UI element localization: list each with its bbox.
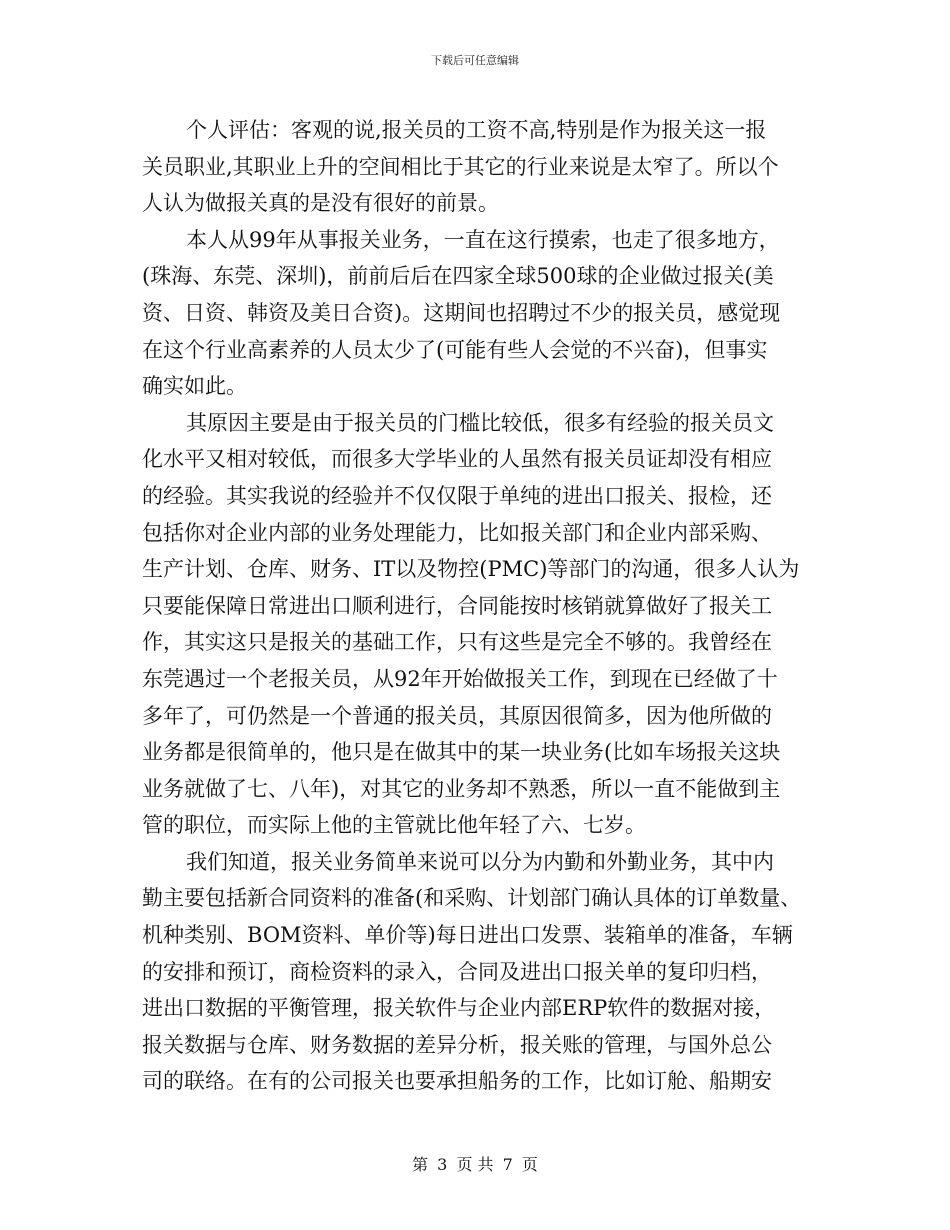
text-line: 在这个行业高素养的人员太少了(可能有些人会觉的不兴奋)，但事实 [142, 337, 768, 362]
text-line: 多年了，可仍然是一个普通的报关员，其原因很简多，因为他所做的 [142, 703, 772, 728]
page-header: 下载后可任意编辑 [431, 54, 519, 67]
document-body [142, 112, 822, 1100]
text-line: 进出口数据的平衡管理，报关软件与企业内部ERP软件的数据对接， [142, 996, 776, 1021]
text-line: 机种类别、BOM资料、单价等)每日进出口发票、装箱单的准备，车辆 [142, 923, 793, 948]
text-line: 管的职位，而实际上他的主管就比他年轻了六、七岁。 [142, 813, 646, 838]
paragraph-1 [142, 112, 822, 222]
text-line: 化水平又相对较低，而很多大学毕业的人虽然有报关员证却没有相应 [142, 447, 772, 472]
total-page-count: 7 [502, 1155, 513, 1174]
footer-suffix: 页 [521, 1155, 538, 1174]
text-line: 业务都是很简单的，他只是在做其中的某一块业务(比如车场报关这块 [142, 740, 781, 765]
text-line: 报关数据与仓库、财务数据的差异分析，报关账的管理，与国外总公 [142, 1032, 772, 1057]
page-footer [0, 1155, 950, 1175]
footer-prefix: 第 [412, 1155, 429, 1174]
text-line: 个人评估：客观的说,报关员的工资不高,特别是作为报关这一报 [186, 118, 767, 142]
text-line: 作，其实这只是报关的基础工作，只有这些是完全不够的。我曾经在 [142, 630, 772, 655]
text-line: 资、日资、韩资及美日合资)。这期间也招聘过不少的报关员，感觉现 [142, 300, 781, 325]
text-line: 业务就做了七、八年)，对其它的业务却不熟悉，所以一直不能做到主 [142, 776, 781, 801]
text-line: (珠海、东莞、深圳)，前前后后在四家全球500球的企业做过报关(美 [142, 264, 774, 289]
text-line: 生产计划、仓库、财务、IT以及物控(PMC)等部门的沟通，很多人认为 [142, 557, 800, 582]
text-line: 司的联络。在有的公司报关也要承担船务的工作，比如订舱、船期安 [142, 1069, 772, 1094]
text-line: 人认为做报关真的是没有很好的前景。 [142, 191, 499, 216]
paragraph-3 [142, 405, 822, 844]
text-line: 其原因主要是由于报关员的门槛比较低，很多有经验的报关员文 [186, 410, 774, 435]
text-line: 关员职业,其职业上升的空间相比于其它的行业来说是太窄了。所以个 [142, 154, 779, 179]
paragraph-2 [142, 222, 822, 405]
text-line: 的安排和预订，商检资料的录入，合同及进出口报关单的复印归档， [142, 959, 772, 984]
text-line: 勤主要包括新合同资料的准备(和采购、计划部门确认具体的订单数量、 [142, 886, 802, 911]
current-page-number: 3 [437, 1155, 448, 1174]
text-line: 本人从99年从事报关业务，一直在这行摸索，也走了很多地方， [186, 227, 780, 252]
text-line: 确实如此。 [142, 374, 247, 399]
text-line: 只要能保障日常进出口顺利进行，合同能按时核销就算做好了报关工 [142, 593, 772, 618]
footer-middle: 页 共 [456, 1155, 494, 1174]
text-line: 包括你对企业内部的业务处理能力，比如报关部门和企业内部采购、 [142, 520, 772, 545]
paragraph-4 [142, 844, 822, 1100]
text-line: 的经验。其实我说的经验并不仅仅限于单纯的进出口报关、报检，还 [142, 483, 772, 508]
text-line: 我们知道，报关业务简单来说可以分为内勤和外勤业务，其中内 [186, 849, 774, 874]
text-line: 东莞遇过一个老报关员，从92年开始做报关工作，到现在已经做了十 [142, 666, 778, 691]
